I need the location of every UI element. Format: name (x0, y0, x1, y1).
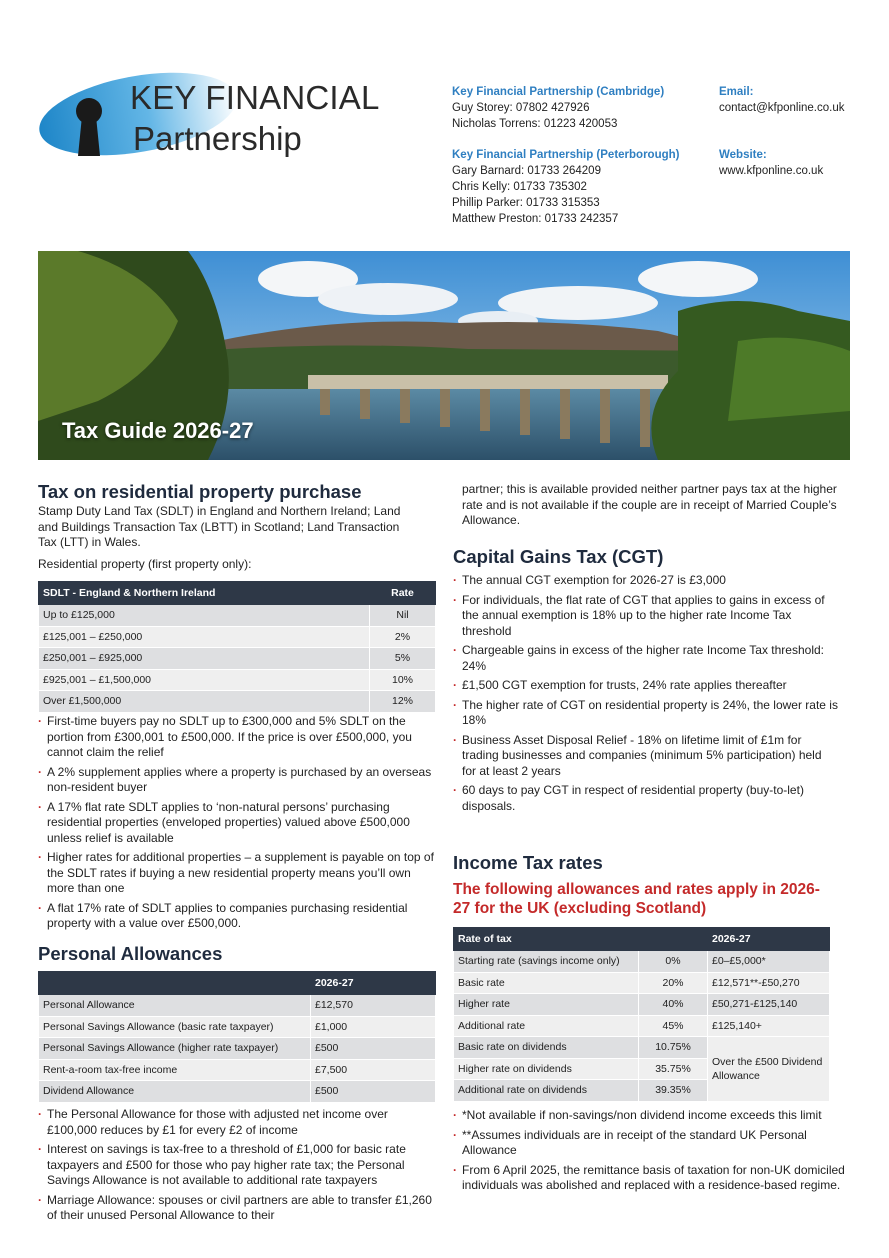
table-cell: 0% (639, 951, 708, 973)
column-header: Rate of tax (454, 928, 639, 951)
table-cell: 45% (639, 1015, 708, 1037)
income-tax-bullets (453, 1108, 845, 1198)
list-item: · From 6 April 2025, the remittance basis of taxation for non-UK domiciled individuals was abolished and replaced with a residence-based regime. (453, 1163, 845, 1194)
personal-bullets (38, 1107, 438, 1228)
table-cell: Over £1,500,000 (39, 691, 370, 713)
column-header (639, 928, 708, 951)
table-cell: Basic rate (454, 972, 639, 994)
table-header-row (39, 972, 436, 995)
list-item: · £1,500 CGT exemption for trusts, 24% rate applies thereafter (453, 678, 838, 694)
table-cell: £500 (311, 1038, 436, 1060)
dividend-allowance-note: Over the £500 Dividend Allowance (708, 1037, 830, 1102)
table-row (39, 648, 436, 670)
list-item: · For individuals, the flat rate of CGT that applies to gains in excess of the annual exemption is 18% up to the higher rate Income Tax threshold (453, 593, 838, 640)
list-item: · A flat 17% rate of SDLT applies to companies purchasing residential property with a value over £500,000. (38, 901, 438, 932)
sdlt-table (38, 581, 436, 713)
table-cell: £1,000 (311, 1016, 436, 1038)
table-cell: Rent-a-room tax-free income (39, 1059, 311, 1081)
table-cell: 20% (639, 972, 708, 994)
table-cell: Basic rate on dividends (454, 1037, 639, 1059)
property-heading: Tax on residential property purchase (38, 481, 362, 502)
list-item: · The annual CGT exemption for 2026-27 is £3,000 (453, 573, 838, 589)
table-cell: 39.35% (639, 1080, 708, 1102)
list-item: · First-time buyers pay no SDLT up to £300,000 and 5% SDLT on the portion from £300,001 to £500,000. If the price is over £500,000, you cannot claim the relief (38, 714, 438, 761)
list-item: · Interest on savings is tax-free to a threshold of £1,000 for basic rate taxpayers and £500 for those who pay higher rate tax; the Personal Savings Allowance is not available to additional rate taxpayers (38, 1142, 438, 1189)
table-cell: 40% (639, 994, 708, 1016)
contact-line: Nicholas Torrens: 01223 420053 (452, 118, 618, 130)
table-cell: £125,140+ (708, 1015, 830, 1037)
list-item: · A 17% flat rate SDLT applies to ‘non-natural persons’ purchasing residential properties (enveloped properties) valued above £500,000 unless relief is available (38, 800, 438, 847)
table-cell: 5% (370, 648, 436, 670)
cgt-heading: Capital Gains Tax (CGT) (453, 546, 664, 567)
property-intro: Stamp Duty Land Tax (SDLT) in England and Northern Ireland; Land and Buildings Transaction Tax (LBTT) in Scotland; Land Transaction Tax (LTT) in Wales. (38, 504, 401, 549)
list-item: · Chargeable gains in excess of the higher rate Income Tax threshold: 24% (453, 643, 838, 674)
table-cell: Additional rate on dividends (454, 1080, 639, 1102)
list-item: · A 2% supplement applies where a property is purchased by an overseas non-resident buyer (38, 765, 438, 796)
personal-allowances-table (38, 971, 436, 1103)
table-cell: Higher rate on dividends (454, 1058, 639, 1080)
list-item: · Marriage Allowance: spouses or civil partners are able to transfer £1,260 of their unused Personal Allowance to their (38, 1193, 438, 1224)
personal-allowances-heading: Personal Allowances (38, 943, 223, 964)
table-row (39, 1059, 436, 1081)
table-cell: Personal Allowance (39, 995, 311, 1017)
table-header-row (39, 582, 436, 605)
contact-line: Guy Storey: 07802 427926 (452, 102, 590, 114)
table-cell: Additional rate (454, 1015, 639, 1037)
table-cell: Personal Savings Allowance (basic rate taxpayer) (39, 1016, 311, 1038)
peterborough-title: Key Financial Partnership (Peterborough) (452, 149, 680, 161)
table-cell: 12% (370, 691, 436, 713)
table-cell: Personal Savings Allowance (higher rate taxpayer) (39, 1038, 311, 1060)
contact-line: Phillip Parker: 01733 315353 (452, 197, 600, 209)
table-cell: £7,500 (311, 1059, 436, 1081)
table-row (39, 1016, 436, 1038)
income-tax-heading: Income Tax rates (453, 852, 603, 873)
column-header: 2026-27 (708, 928, 830, 951)
table-cell: £125,001 – £250,000 (39, 626, 370, 648)
table-cell: 2% (370, 626, 436, 648)
website-link[interactable]: www.kfponline.co.uk (719, 165, 824, 177)
table-cell: Dividend Allowance (39, 1081, 311, 1103)
table-cell: £50,271-£125,140 (708, 994, 830, 1016)
list-item: · **Assumes individuals are in receipt of the standard UK Personal Allowance (453, 1128, 845, 1159)
table-cell: Starting rate (savings income only) (454, 951, 639, 973)
cambridge-contacts (452, 84, 664, 132)
table-cell: £250,001 – £925,000 (39, 648, 370, 670)
table-row (39, 691, 436, 713)
table-cell: £925,001 – £1,500,000 (39, 669, 370, 691)
table-cell: Up to £125,000 (39, 605, 370, 627)
table-row (454, 951, 830, 973)
column-header: Rate (370, 582, 436, 605)
table-row (39, 995, 436, 1017)
peterborough-contacts (452, 147, 679, 227)
website-block (719, 147, 823, 179)
table-cell: £12,571**-£50,270 (708, 972, 830, 994)
table-row (454, 972, 830, 994)
income-tax-subheading: The following allowances and rates apply in 2026-27 for the UK (excluding Scotland) (453, 881, 820, 917)
property-subintro: Residential property (first property only): (38, 557, 252, 571)
table-cell: Higher rate (454, 994, 639, 1016)
table-row (454, 994, 830, 1016)
list-item: · The higher rate of CGT on residential property is 24%, the lower rate is 18% (453, 698, 838, 729)
table-header-row (454, 928, 830, 951)
logo-subtitle: Partnership (133, 120, 302, 157)
column-header (39, 972, 311, 995)
list-item: · 60 days to pay CGT in respect of residential property (buy-to-let) disposals. (453, 783, 838, 814)
table-cell: £12,570 (311, 995, 436, 1017)
table-row (39, 605, 436, 627)
page-title: Tax Guide 2026-27 (62, 418, 254, 443)
column-header: 2026-27 (311, 972, 436, 995)
table-row (39, 1081, 436, 1103)
table-row (39, 1038, 436, 1060)
email-label: Email: (719, 86, 754, 98)
website-label: Website: (719, 149, 767, 161)
property-bullets (38, 714, 438, 936)
income-tax-table (453, 927, 830, 1102)
column-header: SDLT - England & Northern Ireland (39, 582, 370, 605)
table-cell: 10% (370, 669, 436, 691)
table-cell: £500 (311, 1081, 436, 1103)
table-row (454, 1015, 830, 1037)
table-cell: 35.75% (639, 1058, 708, 1080)
list-item: · The Personal Allowance for those with adjusted net income over £100,000 reduces by £1 for every £2 of income (38, 1107, 438, 1138)
contact-line: Gary Barnard: 01733 264209 (452, 165, 601, 177)
marriage-allowance-continued: partner; this is available provided neither partner pays tax at the higher rate and is not available if the couple are in receipt of Married Couple’s Allowance. (462, 482, 837, 527)
table-cell: Nil (370, 605, 436, 627)
contact-line: Matthew Preston: 01733 242357 (452, 213, 619, 225)
table-row (454, 1037, 830, 1059)
logo-title: KEY FINANCIAL (130, 79, 380, 116)
table-row (39, 626, 436, 648)
email-block (719, 84, 844, 116)
list-item: · *Not available if non-savings/non dividend income exceeds this limit (453, 1108, 845, 1124)
cgt-bullets (453, 573, 838, 818)
cambridge-title: Key Financial Partnership (Cambridge) (452, 86, 665, 98)
list-item: · Business Asset Disposal Relief - 18% on lifetime limit of £1m for trading businesses and companies (minimum 5% participation) held for at least 2 years (453, 733, 838, 780)
table-cell: 10.75% (639, 1037, 708, 1059)
contact-line: Chris Kelly: 01733 735302 (452, 181, 587, 193)
list-item: · Higher rates for additional properties – a supplement is payable on top of the SDLT rates if buying a new residential property means you’ll own more than one (38, 850, 438, 897)
table-cell: £0–£5,000* (708, 951, 830, 973)
email-link[interactable]: contact@kfponline.co.uk (719, 102, 845, 114)
table-row (39, 669, 436, 691)
